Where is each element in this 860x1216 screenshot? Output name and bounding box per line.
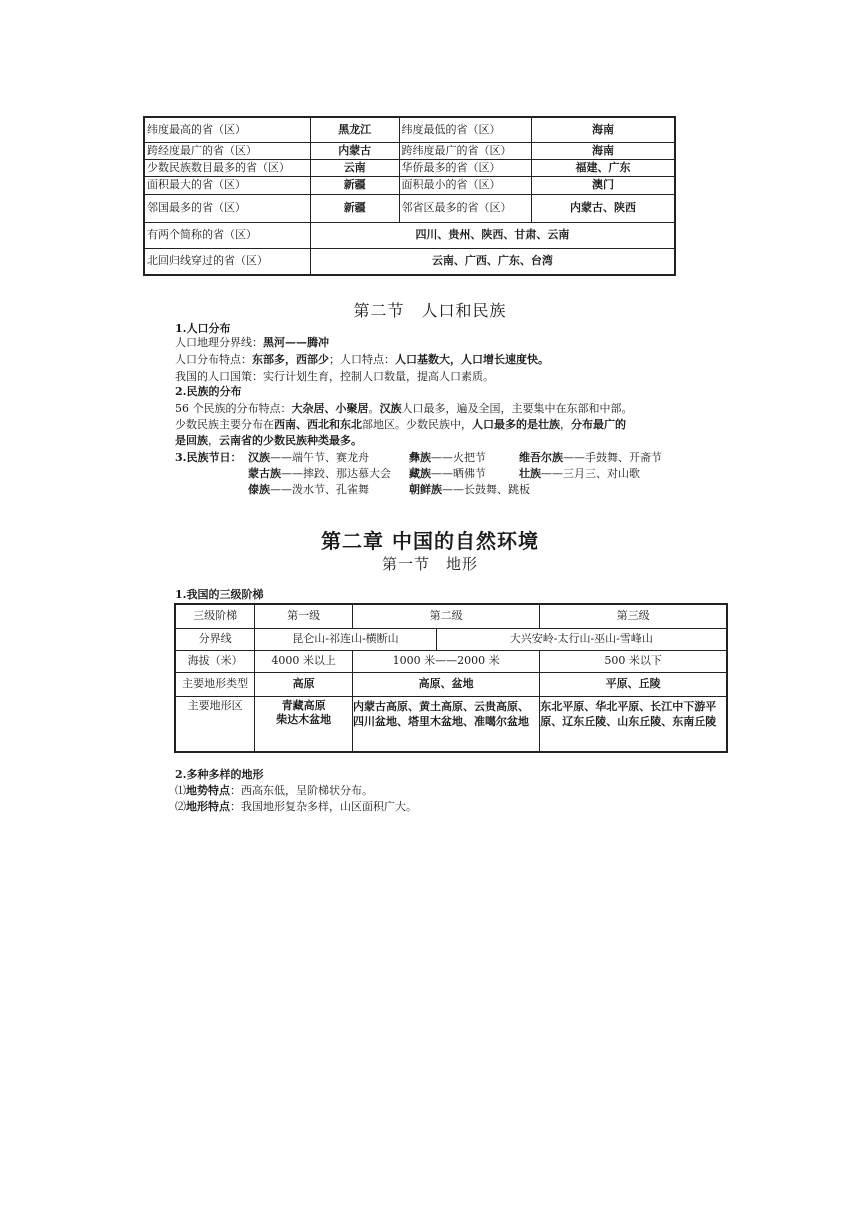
text: ；人口特点： xyxy=(329,353,395,366)
table-row xyxy=(175,696,727,752)
table-row xyxy=(144,248,675,275)
terrain-ladder-table xyxy=(174,603,728,753)
cell-value: 海南 xyxy=(532,142,675,159)
text-bold: 汉族 xyxy=(379,402,402,415)
landform-1: 青藏高原 xyxy=(281,698,326,712)
text: ， xyxy=(560,418,571,431)
row-label: 主要地形类型 xyxy=(175,672,255,696)
para-line xyxy=(175,416,626,433)
para-line xyxy=(175,782,373,799)
heading-text: 2.民族的分布 xyxy=(175,385,242,398)
text-bold: 是回族 xyxy=(175,434,208,447)
text: ⑵ xyxy=(175,800,186,813)
cell-label: 面积最大的省（区） xyxy=(144,176,310,194)
text-bold: 西南、西北和东北 xyxy=(274,418,362,431)
ethnic-name: 蒙古族 xyxy=(248,467,281,480)
cell-value: 云南、广西、广东、台湾 xyxy=(310,248,675,275)
ethnic-name: 藏族 xyxy=(409,467,431,480)
text: 人口地理分界线： xyxy=(175,336,263,349)
province-facts-table xyxy=(143,116,676,276)
festival-item xyxy=(248,465,391,482)
cell-value: 新疆 xyxy=(310,176,399,194)
text: 人口分布特点： xyxy=(175,353,252,366)
ethnic-name: 彝族 xyxy=(409,451,431,464)
text: 。 xyxy=(368,402,380,415)
section-title-population: 第二节 人口和民族 xyxy=(353,301,507,320)
heading-text: 3.民族节日： xyxy=(175,451,242,464)
festival-item xyxy=(248,449,369,466)
para-line: 我国的人口国策：实行计划生育，控制人口数量，提高人口素质。 xyxy=(175,370,494,383)
table-row xyxy=(175,628,727,650)
table-row xyxy=(175,672,727,696)
cell-label: 纬度最低的省（区） xyxy=(399,117,532,142)
header-cell: 第二级 xyxy=(352,604,539,628)
festival-item xyxy=(519,449,662,466)
text: ⑴ xyxy=(175,784,186,797)
chapter-title: 第二章 中国的自然环境 xyxy=(321,529,539,553)
table-row xyxy=(175,650,727,672)
para-line xyxy=(175,798,417,815)
cell-value: 云南 xyxy=(310,159,399,176)
text-bold: 云南省的少数民族种类最多。 xyxy=(219,434,362,447)
para-line xyxy=(175,432,362,449)
table-row xyxy=(144,159,675,176)
row-label: 海拔（米） xyxy=(175,650,255,672)
cell-label: 邻国最多的省（区） xyxy=(144,194,310,222)
festival-desc: ——泼水节、孔雀舞 xyxy=(270,483,369,496)
text: 部地区。少数民族中， xyxy=(362,418,472,431)
heading-terrain-types xyxy=(175,766,263,783)
cell-label: 有两个简称的省（区） xyxy=(144,222,310,248)
cell-label: 纬度最高的省（区） xyxy=(144,117,310,142)
festival-item xyxy=(409,449,486,466)
ethnic-name: 傣族 xyxy=(248,483,270,496)
cell-value: 内蒙古高原、黄土高原、云贵高原、四川盆地、塔里木盆地、准噶尔盆地 xyxy=(352,696,539,752)
cell-value: 福建、广东 xyxy=(532,159,675,176)
festival-desc: ——摔跤、那达慕大会 xyxy=(281,467,391,480)
festival-desc: ——长鼓舞、跳板 xyxy=(442,483,530,496)
cell-label: 跨纬度最广的省（区） xyxy=(399,142,532,159)
cell-value: 内蒙古、陕西 xyxy=(532,194,675,222)
festival-desc: ——三月三、对山歌 xyxy=(541,467,640,480)
cell-value: 平原、丘陵 xyxy=(540,672,727,696)
section-title-terrain: 第一节 地形 xyxy=(381,555,478,573)
text-bold: 地势特点 xyxy=(186,784,230,797)
cell-label: 少数民族数目最多的省（区） xyxy=(144,159,310,176)
cell-value: 内蒙古 xyxy=(310,142,399,159)
cell-value xyxy=(255,696,353,752)
header-cell: 第三级 xyxy=(540,604,727,628)
cell-label: 面积最小的省（区） xyxy=(399,176,532,194)
table-row xyxy=(175,604,727,628)
para-line xyxy=(175,334,329,351)
cell-value: 4000 米以上 xyxy=(255,650,353,672)
ethnic-name: 朝鲜族 xyxy=(409,483,442,496)
text-bold: 地形特点 xyxy=(186,800,230,813)
cell-value: 高原、盆地 xyxy=(352,672,539,696)
table-row xyxy=(144,194,675,222)
text: 人口最多，遍及全国，主要集中在东部和中部。 xyxy=(401,402,633,415)
row-label: 主要地形区 xyxy=(175,696,255,752)
heading-text: 2.多种多样的地形 xyxy=(175,768,264,781)
festival-desc: ——手鼓舞、开斋节 xyxy=(563,451,662,464)
festival-desc: ——火把节 xyxy=(431,451,486,464)
ethnic-name: 维吾尔族 xyxy=(519,451,563,464)
festival-desc: ——晒佛节 xyxy=(431,467,486,480)
table-row xyxy=(144,176,675,194)
cell-label: 华侨最多的省（区） xyxy=(399,159,532,176)
landform-2: 柴达木盆地 xyxy=(276,712,332,726)
text-bold: 黑河——腾冲 xyxy=(263,336,329,349)
row-label: 分界线 xyxy=(175,628,255,650)
text-bold: 东部多，西部少 xyxy=(252,353,329,366)
cell-value: 海南 xyxy=(532,117,675,142)
festival-item xyxy=(409,481,530,498)
cell-value: 黑龙江 xyxy=(310,117,399,142)
cell-label: 北回归线穿过的省（区） xyxy=(144,248,310,275)
text: 56 个民族的分布特点： xyxy=(175,402,292,415)
cell-value: 东北平原、华北平原、长江中下游平原、辽东丘陵、山东丘陵、东南丘陵 xyxy=(540,696,727,752)
header-cell: 三级阶梯 xyxy=(175,604,255,628)
header-cell: 第一级 xyxy=(255,604,353,628)
cell-value: 500 米以下 xyxy=(540,650,727,672)
heading-festivals xyxy=(175,449,241,466)
heading-text: 1.我国的三级阶梯 xyxy=(175,588,264,601)
text-bold: 人口最多的是壮族 xyxy=(472,418,560,431)
cell-value: 新疆 xyxy=(310,194,399,222)
cell-value: 澳门 xyxy=(532,176,675,194)
table-row xyxy=(144,222,675,248)
festival-desc: ——端午节、赛龙舟 xyxy=(270,451,369,464)
cell-value: 1000 米——2000 米 xyxy=(352,650,539,672)
ethnic-name: 壮族 xyxy=(519,467,541,480)
table-row xyxy=(144,117,675,142)
festival-item xyxy=(409,465,486,482)
ethnic-name: 汉族 xyxy=(248,451,270,464)
heading-ladder xyxy=(175,586,263,603)
heading-text: 1.人口分布 xyxy=(175,322,231,335)
text: 少数民族主要分布在 xyxy=(175,418,274,431)
cell-label: 跨经度最广的省（区） xyxy=(144,142,310,159)
text-bold: 人口基数大，人口增长速度快。 xyxy=(395,353,549,366)
text: ， xyxy=(208,434,219,447)
table-row xyxy=(144,142,675,159)
festival-item xyxy=(519,465,640,482)
festival-item xyxy=(248,481,369,498)
text: ：我国地形复杂多样，山区面积广大。 xyxy=(230,800,417,813)
text-bold: 大杂居、小聚居 xyxy=(291,402,369,415)
cell-value: 大兴安岭-太行山-巫山-雪峰山 xyxy=(436,628,727,650)
text-bold: 分布最广的 xyxy=(571,418,626,431)
cell-value: 高原 xyxy=(255,672,353,696)
text: ：西高东低，呈阶梯状分布。 xyxy=(230,784,373,797)
para-line xyxy=(175,400,633,417)
cell-value: 昆仑山-祁连山-横断山 xyxy=(255,628,436,650)
para-line xyxy=(175,351,549,368)
cell-label: 邻省区最多的省（区） xyxy=(399,194,532,222)
cell-value: 四川、贵州、陕西、甘肃、云南 xyxy=(310,222,675,248)
heading-ethnic-distribution xyxy=(175,383,241,400)
